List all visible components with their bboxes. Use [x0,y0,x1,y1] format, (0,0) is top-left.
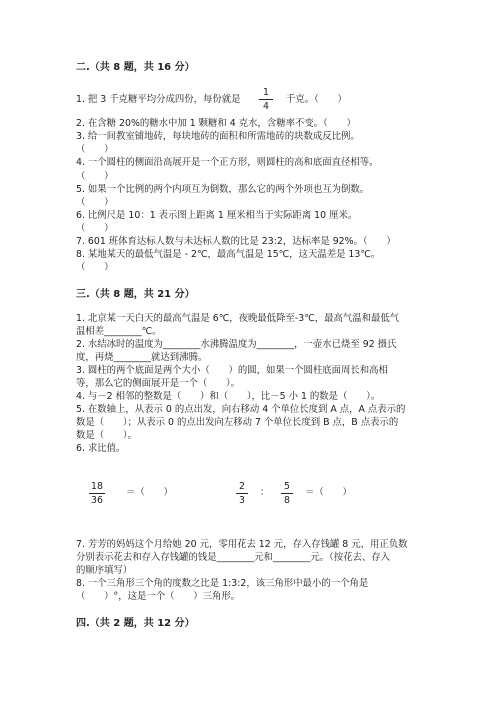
s3-question-4: 4. 与－2 相邻的整数是（ ）和（ ），比－5 小 1 的数是（ ）。 [76,391,381,402]
s2-question-7: 7. 601 班体育达标人数与未达标人数的比是 23:2，达标率是 92%。（ ） [76,236,396,247]
fraction-numerator: 5 [284,481,290,492]
ratio-answer-1: ＝（ ） [126,487,173,498]
fraction-denominator: 36 [91,495,103,506]
s2-question-6: 6. 比例尺是 10：1 表示图上距离 1 厘米相当于实际距离 10 厘米。 [76,210,358,221]
s3-question-1a: 1. 北京某一天白天的最高气温是 6℃，夜晚最低降至-3℃，最高气温和最低气 [76,313,400,324]
s3-question-3a: 3. 圆柱的两个底面是两个大小（ ）的圆，如果一个圆柱底面周长和高相 [76,365,388,376]
s3-question-5c: 数是（ ）。 [76,430,137,441]
s3-question-7a: 7. 芳芳的妈妈这个月给她 20 元，零用花去 12 元，存入存钱罐 8 元，用正负数 [76,539,408,550]
s3-question-8a: 8. 一个三角形三个角的度数之比是 1:3:2，该三角形中最小的一个角是 [76,578,369,589]
s2-question-8-paren: （ ） [76,262,114,273]
fraction-bar [236,493,248,494]
fraction-numerator: 2 [239,481,245,492]
s2-q1-text: 1. 把 3 千克糖平均分成四份，每份就是 [76,94,241,105]
s3-question-8b: （ ）°，这是一个（ ）三角形。 [76,591,241,602]
s2-question-2: 2. 在含糖 20%的糖水中加 1 颗糖和 4 克水，含糖率不变。（ ） [76,118,356,129]
s2-question-4: 4. 一个圆柱的侧面沿高展开是一个正方形，则圆柱的高和底面直径相等。 [76,157,379,168]
s3-question-6: 6. 求比值。 [76,443,126,454]
fraction-numerator: 1 [263,87,269,98]
ratio-fraction-3 [281,481,293,506]
fraction-bar [259,99,273,100]
s3-question-5a: 5. 在数轴上，从表示 0 的点出发，向右移动 4 个单位长度到 A 点，A 点表示的 [76,404,406,415]
s2-question-1 [76,94,240,106]
fraction-denominator: 4 [263,101,269,112]
fraction-denominator: 8 [284,495,290,506]
section-4-heading: 四.（共 2 题，共 12 分） [76,618,195,629]
s2-question-4-paren: （ ） [76,171,114,182]
fraction-bar [89,493,105,494]
s2-question-3: 3. 给一间教室铺地砖，每块地砖的面积和所需地砖的块数成反比例。 [76,131,360,142]
s3-question-7c: 的顺序填写） [76,565,133,576]
s3-question-2b: 度，再烧________就达到沸腾。 [76,352,208,363]
s2-question-5: 5. 如果一个比例的两个内项互为倒数，那么它的两个外项也互为倒数。 [76,184,370,195]
s2-question-3-paren: （ ） [76,144,114,155]
s2-question-5-paren: （ ） [76,197,114,208]
s3-question-5b: 数是（ ）；从表示 0 的点出发向左移动 7 个单位长度到 B 点，B 点表示的 [76,417,399,428]
s2-q1-fraction [259,87,273,112]
ratio-fraction-2 [236,481,248,506]
fraction-numerator: 18 [91,481,103,492]
s3-question-7b: 分别表示花去和存入存钱罐的钱是________元和________元。（按花去、存入 [76,552,391,563]
ratio-answer-2: ＝（ ） [305,487,352,498]
fraction-bar [281,493,293,494]
s3-question-2a: 2. 水结冰时的温度为________水沸腾温度为________，一壶水已烧至 92 摄氏 [76,339,397,350]
s3-question-3b: 等，那么它的侧面展开是一个（ ）。 [76,378,241,389]
section-3-heading: 三.（共 8 题，共 21 分） [76,289,195,300]
ratio-colon: ： [260,487,270,498]
section-2-heading: 二.（共 8 题，共 16 分） [76,62,195,73]
s3-question-1b: 温相差________℃。 [76,326,162,337]
ratio-fraction-1 [89,481,105,506]
s2-q1-tail: 千克。（ ） [286,94,347,105]
s2-question-6-paren: （ ） [76,223,114,234]
s2-question-8: 8. 某地某天的最低气温是 - 2℃，最高气温是 15℃，这天温差是 13℃。 [76,249,381,260]
fraction-denominator: 3 [239,495,245,506]
